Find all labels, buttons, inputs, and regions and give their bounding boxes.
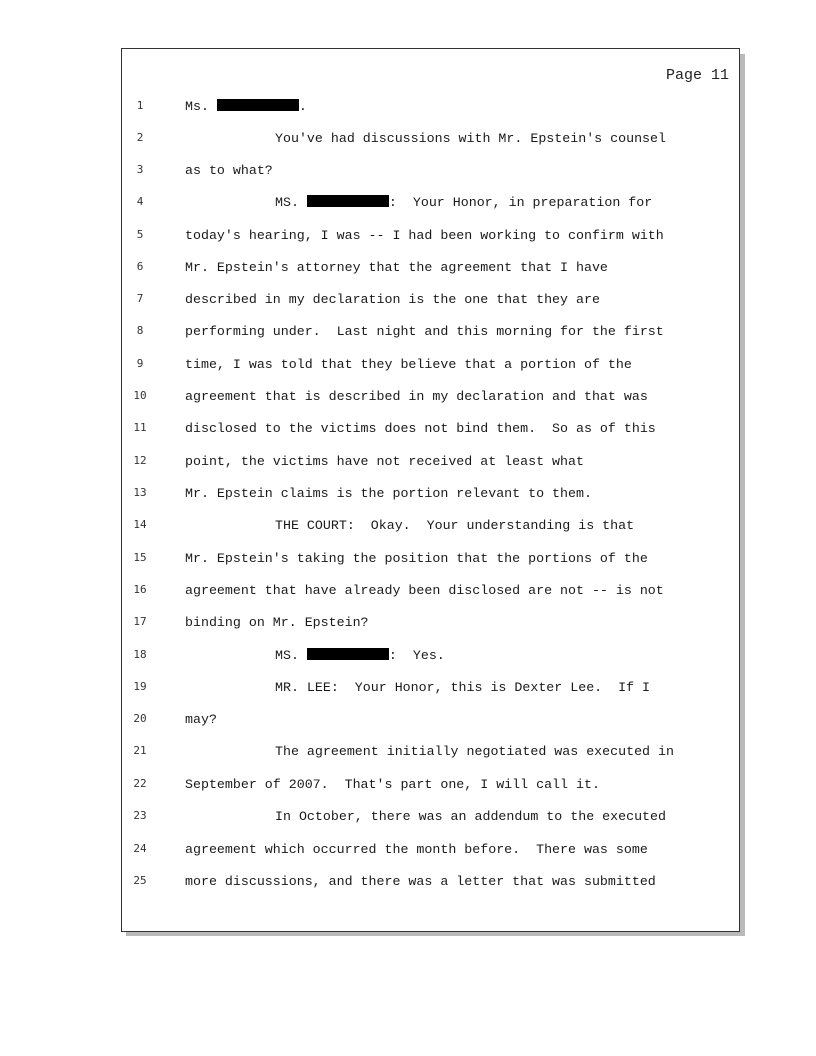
line-text: point, the victims have not received at least what (185, 454, 584, 469)
line-number: 14 (133, 518, 147, 531)
line-text: time, I was told that they believe that a portion of the (185, 357, 632, 372)
transcript-page (121, 48, 740, 932)
line-number: 18 (133, 648, 147, 661)
line-text: MR. LEE: Your Honor, this is Dexter Lee. If I (275, 680, 651, 695)
line-number: 13 (133, 486, 147, 499)
line-text: performing under. Last night and this morning for the first (185, 324, 664, 339)
line-text: Ms. . (185, 99, 307, 114)
transcript-line-18 (122, 648, 739, 680)
transcript-line-5 (122, 228, 739, 260)
line-text: MS. : Your Honor, in preparation for (275, 195, 653, 210)
line-text: agreement which occurred the month before. There was some (185, 842, 648, 857)
line-number: 24 (133, 842, 147, 855)
transcript-line-23 (122, 809, 739, 841)
line-number: 19 (133, 680, 147, 693)
line-text: today's hearing, I was -- I had been working to confirm with (185, 228, 664, 243)
transcript-line-24 (122, 842, 739, 874)
line-text: In October, there was an addendum to the executed (275, 809, 666, 824)
transcript-line-4 (122, 195, 739, 227)
line-number: 1 (136, 99, 144, 112)
line-text: may? (185, 712, 217, 727)
transcript-line-2 (122, 131, 739, 163)
line-number: 22 (133, 777, 147, 790)
line-number: 7 (136, 292, 144, 305)
line-text: The agreement initially negotiated was executed in (275, 744, 674, 759)
line-text: disclosed to the victims does not bind them. So as of this (185, 421, 656, 436)
transcript-line-21 (122, 744, 739, 776)
line-text: binding on Mr. Epstein? (185, 615, 369, 630)
transcript-line-25 (122, 874, 739, 906)
page-number: Page 11 (665, 67, 729, 84)
line-number: 3 (136, 163, 144, 176)
line-number: 21 (133, 744, 147, 757)
redaction-bar (217, 99, 299, 111)
line-number: 6 (136, 260, 144, 273)
transcript-line-7 (122, 292, 739, 324)
transcript-line-10 (122, 389, 739, 421)
line-number: 17 (133, 615, 147, 628)
line-text: described in my declaration is the one that they are (185, 292, 600, 307)
redaction-bar (307, 648, 389, 660)
line-text: agreement that have already been disclosed are not -- is not (185, 583, 664, 598)
transcript-line-16 (122, 583, 739, 615)
transcript-line-8 (122, 324, 739, 356)
line-number: 4 (136, 195, 144, 208)
line-number: 12 (133, 454, 147, 467)
line-number: 10 (133, 389, 147, 402)
line-number: 11 (133, 421, 147, 434)
line-text: as to what? (185, 163, 273, 178)
transcript-line-15 (122, 551, 739, 583)
transcript-line-22 (122, 777, 739, 809)
line-text: You've had discussions with Mr. Epstein's counsel (275, 131, 666, 146)
transcript-line-9 (122, 357, 739, 389)
line-text: Mr. Epstein's taking the position that the portions of the (185, 551, 648, 566)
line-text: THE COURT: Okay. Your understanding is that (275, 518, 635, 533)
line-number: 15 (133, 551, 147, 564)
line-number: 16 (133, 583, 147, 596)
transcript-line-3 (122, 163, 739, 195)
transcript-line-1 (122, 99, 739, 131)
transcript-line-11 (122, 421, 739, 453)
line-text: MS. : Yes. (275, 648, 445, 663)
line-number: 25 (133, 874, 147, 887)
transcript-line-6 (122, 260, 739, 292)
transcript-line-14 (122, 518, 739, 550)
transcript-line-13 (122, 486, 739, 518)
line-text: Mr. Epstein's attorney that the agreement that I have (185, 260, 608, 275)
transcript-line-17 (122, 615, 739, 647)
line-text: September of 2007. That's part one, I will call it. (185, 777, 600, 792)
line-number: 2 (136, 131, 144, 144)
line-text: more discussions, and there was a letter that was submitted (185, 874, 656, 889)
line-number: 5 (136, 228, 144, 241)
line-number: 23 (133, 809, 147, 822)
line-text: Mr. Epstein claims is the portion relevant to them. (185, 486, 592, 501)
line-number: 8 (136, 324, 144, 337)
redaction-bar (307, 195, 389, 207)
line-number: 20 (133, 712, 147, 725)
line-number: 9 (136, 357, 144, 370)
transcript-line-12 (122, 454, 739, 486)
transcript-line-19 (122, 680, 739, 712)
transcript-line-20 (122, 712, 739, 744)
line-text: agreement that is described in my declaration and that was (185, 389, 648, 404)
